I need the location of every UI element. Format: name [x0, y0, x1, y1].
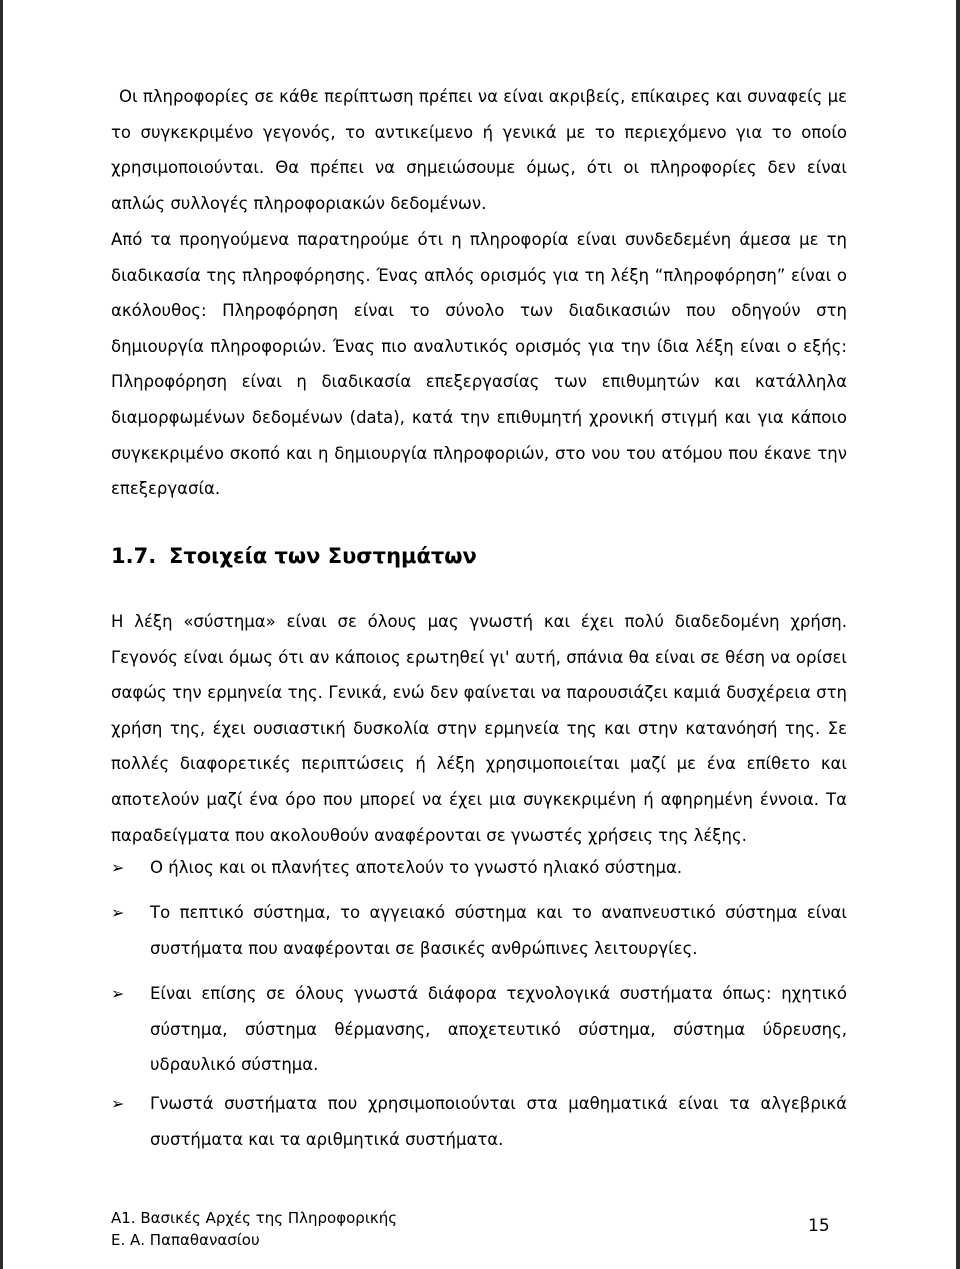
- page-border-left: [0, 0, 3, 1269]
- footer-author: Ε. Α. Παπαθανασίου: [111, 1231, 260, 1249]
- list-item-text: Ο ήλιος και οι πλανήτες αποτελούν το γνωστό ηλιακό σύστημα.: [150, 858, 683, 877]
- list-item-text: Είναι επίσης σε όλους γνωστά διάφορα τεχνολογικά συστήματα όπως: ηχητικό σύστημα, σύστημα θέρμανσης, αποχετευτικό σύστημα, σύστημα ύδρευσης, υδραυλικό σύστημα.: [150, 984, 847, 1075]
- list-item-text: Το πεπτικό σύστημα, το αγγειακό σύστημα και το αναπνευστικό σύστημα είναι συστήματα που αναφέρονται σε βασικές ανθρώπινες λειτουργίες.: [150, 903, 847, 958]
- list-item: [111, 1086, 847, 1157]
- paragraph-text: Οι πληροφορίες σε κάθε περίπτωση πρέπει να είναι ακριβείς, επίκαιρες και συναφείς με το συγκεκριμένο γεγονός, το αντικείμενο ή γενικά με το περιεχόμενο για το οποίο χρησιμοποιούνται. Θα πρέπει να σημειώσουμε όμως, ότι οι πληροφορίες δεν είναι απλώς συλλογές πληροφοριακών δεδομένων.: [111, 87, 847, 213]
- list-item: [111, 976, 847, 1083]
- page-number: 15: [808, 1216, 830, 1236]
- section-title: Στοιχεία των Συστημάτων: [169, 544, 477, 568]
- paragraph-system-word: Η λέξη «σύστημα» είναι σε όλους μας γνωστή και έχει πολύ διαδεδομένη χρήση. Γεγονός είναι όμως ότι αν κάποιος ερωτηθεί γι' αυτή, σπάνια θα είναι σε θέση να ορίσει σαφώς την ερμηνεία της. Γενικά, ενώ δεν φαίνεται να παρουσιάζει καμιά δυσχέρεια στη χρήση της, έχει ουσιαστική δυσκολία στην ερμηνεία της και στην κατανόησή της. Σε πολλές διαφορετικές περιπτώσεις ή λέξη χρησιμοποιείται μαζί με ένα επίθετο και αποτελούν μαζί ένα όρο που μπορεί να έχει μια συγκεκριμένη ή αφηρημένη έννοια. Τα παραδείγματα που ακολουθούν αναφέρονται σε γνωστές χρήσεις της λέξης.: [111, 612, 847, 845]
- arrow-bullet-icon: ➢: [111, 903, 125, 922]
- paragraph-information-accuracy: [111, 79, 847, 221]
- page-border-right: [956, 0, 960, 1269]
- footer-course-title: Α1. Βασικές Αρχές της Πληροφορικής: [111, 1209, 398, 1227]
- list-item: [111, 850, 847, 886]
- paragraph-information-definition: Από τα προηγούμενα παρατηρούμε ότι η πληροφορία είναι συνδεδεμένη άμεσα με τη διαδικασία της πληροφόρησης. Ένας απλός ορισμός για τη λέξη “πληροφόρηση” είναι ο ακόλουθος: Πληροφόρηση είναι το σύνολο των διαδικασιών που οδηγούν στη δημιουργία πληροφοριών. Ένας πιο αναλυτικός ορισμός για την ίδια λέξη είναι ο εξής: Πληροφόρηση είναι η διαδικασία επεξεργασίας των επιθυμητών και κατάλληλα διαμορφωμένων δεδομένων (data), κατά την επιθυμητή χρονική στιγμή και για κάποιο συγκεκριμένο σκοπό και η δημιουργία πληροφοριών, στο νου του ατόμου που έκανε την επεξεργασία.: [111, 230, 847, 499]
- arrow-bullet-icon: ➢: [111, 984, 125, 1003]
- list-item: [111, 895, 847, 966]
- list-item-text: Γνωστά συστήματα που χρησιμοποιούνται στα μαθηματικά είναι τα αλγεβρικά συστήματα και τα αριθμητικά συστήματα.: [150, 1094, 847, 1149]
- arrow-bullet-icon: ➢: [111, 1094, 125, 1113]
- arrow-bullet-icon: ➢: [111, 858, 125, 877]
- footer: [111, 1207, 397, 1251]
- section-heading: [111, 538, 477, 574]
- section-number: 1.7.: [111, 544, 157, 568]
